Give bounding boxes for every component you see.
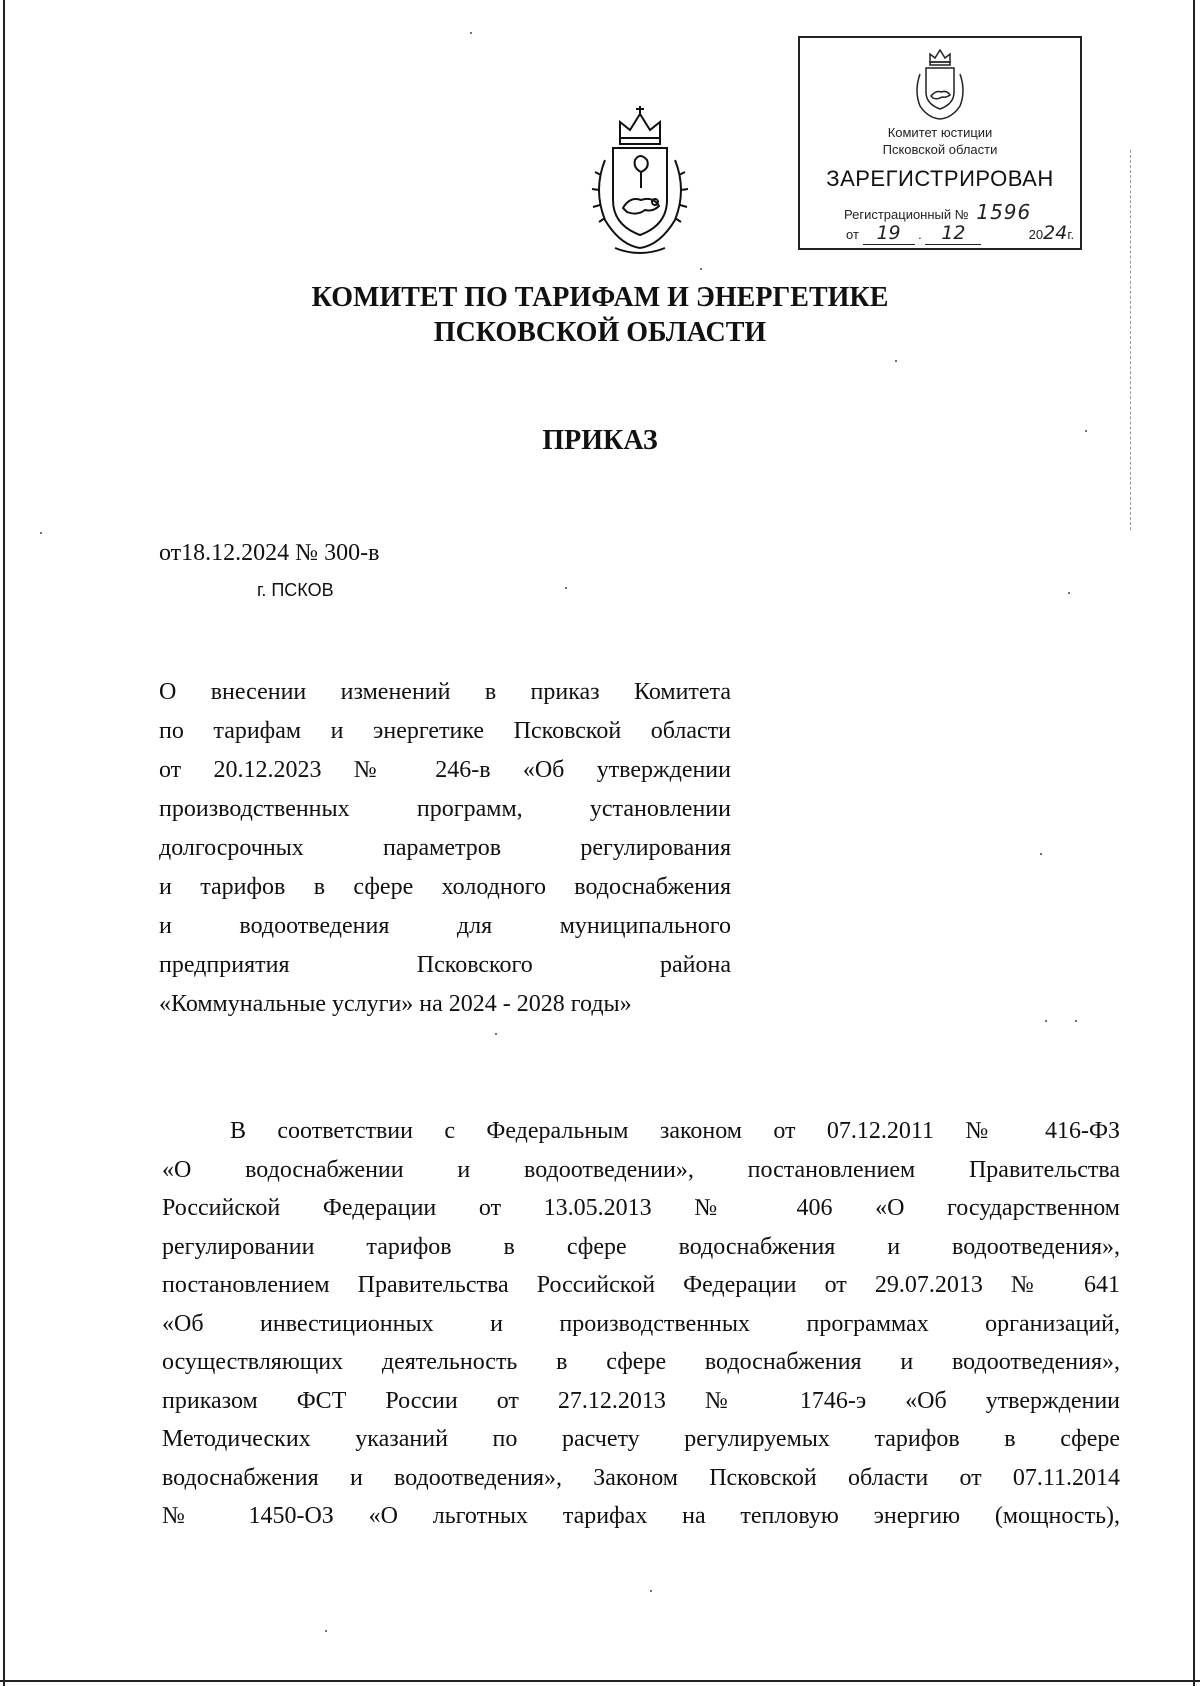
organization-title-line2: ПСКОВСКОЙ ОБЛАСТИ xyxy=(433,317,767,348)
scan-speck xyxy=(1045,1020,1047,1022)
scan-speck xyxy=(40,532,42,534)
organization-title xyxy=(0,280,1200,350)
stamp-coat-of-arms-icon xyxy=(908,46,972,122)
scan-frame-left xyxy=(3,0,5,1686)
document-type: ПРИКАЗ xyxy=(542,425,658,456)
body-line: «Об инвестиционных и производственных программах организаций, xyxy=(162,1310,1120,1337)
document-city: г. ПСКОВ xyxy=(257,580,334,600)
stamp-registration-row xyxy=(844,200,1031,224)
stamp-date-month-field xyxy=(925,222,981,245)
body-line: водоснабжения и водоотведения», Законом Псковской области от 07.11.2014 xyxy=(162,1464,1120,1491)
scan-speck xyxy=(700,268,702,270)
stamp-org-line1: Комитет юстиции xyxy=(887,125,993,140)
body-line: № 1450-ОЗ «О льготных тарифах на тепловую энергию (мощность), xyxy=(162,1503,1120,1529)
subject-line: и тарифов в сфере холодного водоснабжения xyxy=(159,874,731,900)
subject-line: по тарифам и энергетике Псковской области xyxy=(159,718,731,744)
body-line: осуществляющих деятельность в сфере водоснабжения и водоотведения», xyxy=(162,1349,1120,1375)
body-line: регулировании тарифов в сфере водоснабжения и водоотведения», xyxy=(162,1233,1120,1260)
scan-speck xyxy=(325,1630,327,1632)
body-line: Российской Федерации от 13.05.2013 № 406 «О государственном xyxy=(162,1195,1120,1221)
subject-line: «Коммунальные услуги» на 2024 - 2028 годы» xyxy=(159,991,632,1017)
scan-speck xyxy=(495,1033,497,1035)
scan-speck xyxy=(1075,1020,1077,1022)
stamp-date-prefix: от xyxy=(846,227,859,242)
subject-line: и водоотведения для муниципального xyxy=(159,913,731,939)
registration-stamp xyxy=(798,36,1082,250)
body-line: Методических указаний по расчету регулируемых тарифов в сфере xyxy=(162,1426,1120,1452)
stamp-org-line2: Псковской области xyxy=(882,142,998,157)
stamp-date-row: от 19 . 12 2024г. xyxy=(846,222,1075,244)
stamp-date-year: 24 xyxy=(1043,222,1068,244)
subject-line: от 20.12.2023 № 246-в «Об утверждении xyxy=(159,757,731,783)
stamp-status: ЗАРЕГИСТРИРОВАН xyxy=(826,166,1054,191)
subject-line: долгосрочных параметров регулирования xyxy=(159,835,731,861)
scan-speck xyxy=(565,587,567,589)
document-number: от18.12.2024 № 300-в xyxy=(159,540,380,566)
stamp-date-day-field xyxy=(863,222,915,245)
scan-frame-right xyxy=(1193,0,1195,1686)
stamp-reg-number: 1596 xyxy=(976,200,1032,224)
subject-line: производственных программ, установлении xyxy=(159,796,731,822)
body-line: В соответствии с Федеральным законом от 07.12.2011 № 416-ФЗ xyxy=(230,1118,1120,1144)
body-line: постановлением Правительства Российской Федерации от 29.07.2013 № 641 xyxy=(162,1272,1120,1298)
scan-frame-bottom xyxy=(0,1680,1200,1682)
subject-line: О внесении изменений в приказ Комитета xyxy=(159,679,731,705)
scan-speck xyxy=(1085,430,1087,432)
scan-speck xyxy=(470,32,472,34)
organization-title-line1: КОМИТЕТ ПО ТАРИФАМ И ЭНЕРГЕТИКЕ xyxy=(311,282,889,313)
document-body xyxy=(162,1112,1120,1536)
scan-speck xyxy=(650,1590,652,1592)
body-line: приказом ФСТ России от 27.12.2013 № 1746-э «Об утверждении xyxy=(162,1387,1120,1414)
scan-speck xyxy=(895,360,897,362)
stamp-date-suffix: г. xyxy=(1067,227,1075,242)
document-subject xyxy=(159,673,731,1024)
stamp-date-month: 12 xyxy=(941,222,966,244)
stamp-date-year-prefix: 20 xyxy=(1028,227,1044,242)
subject-line: предприятия Псковского района xyxy=(159,952,731,978)
scan-speck xyxy=(1068,592,1070,594)
stamp-date-day: 19 xyxy=(876,222,901,244)
scan-speck xyxy=(1040,853,1042,855)
stamp-reg-label: Регистрационный № xyxy=(844,207,969,222)
coat-of-arms-icon xyxy=(575,100,705,260)
body-line: «О водоснабжении и водоотведении», постановлением Правительства xyxy=(162,1156,1120,1183)
